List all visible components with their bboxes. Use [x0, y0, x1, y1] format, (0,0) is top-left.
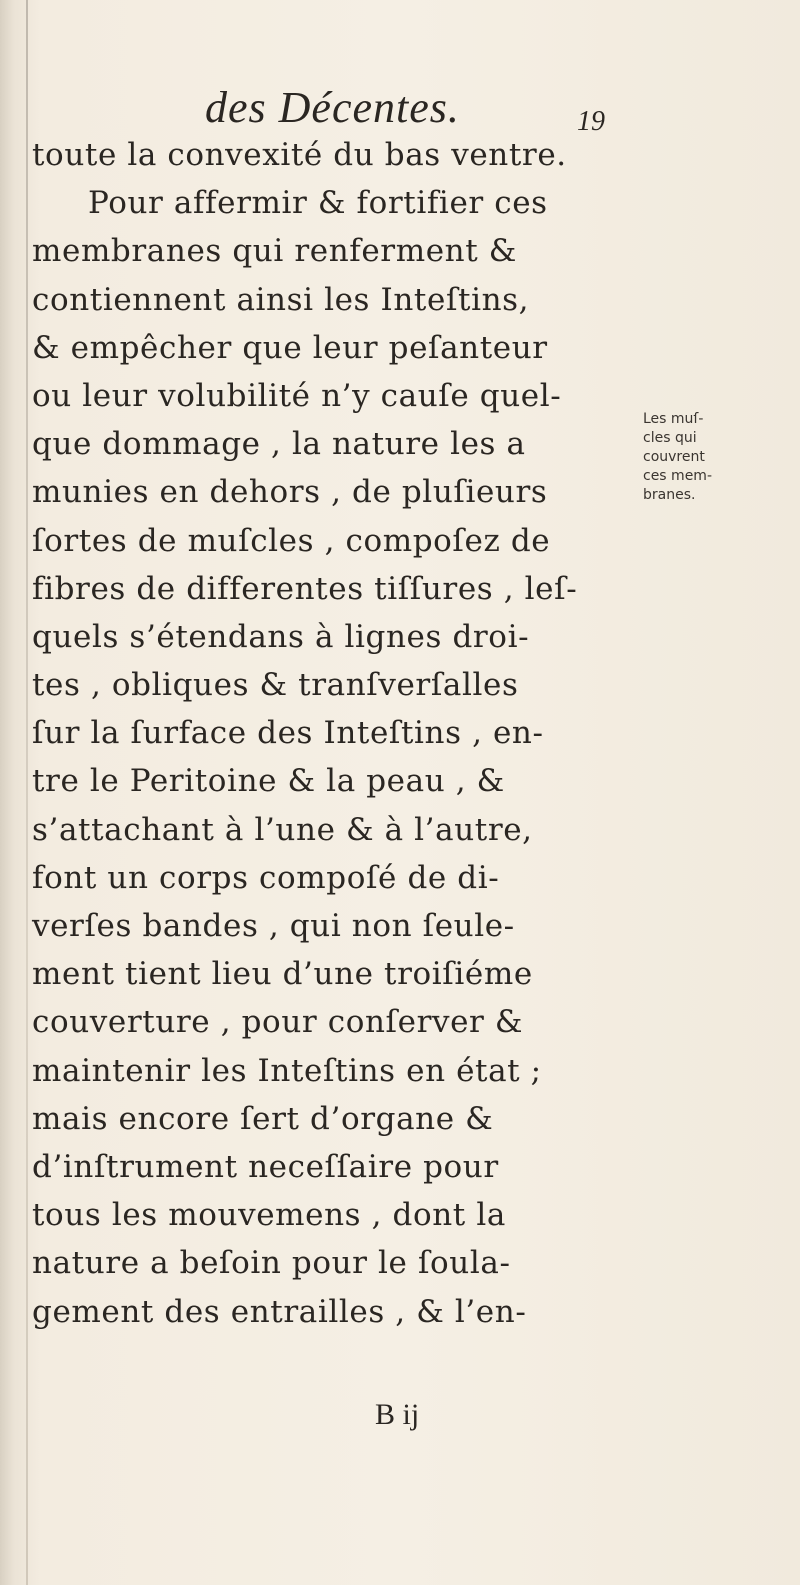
- text-line: nature a beſoin pour le ſoula-: [32, 1245, 511, 1282]
- text-line: verſes bandes , qui non ſeule-: [32, 908, 515, 944]
- text-line: maintenir les Inteſtins en état ;: [32, 1052, 542, 1089]
- text-line: munies en dehors , de pluſieurs: [32, 474, 548, 511]
- text-line: s’attachant à l’une & à l’autre,: [32, 811, 533, 848]
- text-line: ſortes de muſcles , compoſez de: [32, 522, 551, 559]
- text-line: couverture , pour conſerver &: [32, 1004, 524, 1041]
- text-line: ou leur volubilité n’y cauſe quel-: [32, 377, 562, 414]
- text-line: tre le Peritoine & la peau , &: [32, 763, 505, 800]
- text-line: mais encore ſert d’organe &: [32, 1100, 494, 1137]
- text-line: membranes qui renferment &: [32, 233, 517, 270]
- text-line: tes , obliques & tranſverſalles: [32, 667, 519, 704]
- signature-mark: B ij: [375, 1398, 420, 1431]
- text-line: & empêcher que leur peſanteur: [32, 329, 548, 366]
- gutter-shadow: [26, 0, 28, 1585]
- running-head: des Décentes.: [205, 83, 460, 132]
- text-line: toute la convexité du bas ventre.: [32, 137, 567, 173]
- text-line: tous les mouvemens , dont la: [32, 1197, 506, 1234]
- body-text: [32, 131, 632, 1336]
- text-line: fibres de differentes tiſſures , leſ-: [32, 570, 578, 607]
- margin-note-line: branes.: [643, 487, 696, 503]
- text-line: Pour affermir & fortifier ces: [88, 185, 548, 222]
- text-line: gement des entrailles , & l’en-: [32, 1293, 527, 1330]
- margin-note-line: ces mem-: [643, 468, 712, 484]
- text-line: quels s’étendans à lignes droi-: [32, 618, 530, 655]
- margin-note-line: cles qui: [643, 430, 697, 446]
- text-line: contiennent ainsi les Inteſtins,: [32, 281, 530, 318]
- text-line: font un corps compoſé de di-: [32, 859, 500, 896]
- text-line: que dommage , la nature les a: [32, 426, 526, 463]
- text-line: d’inſtrument neceſſaire pour: [32, 1148, 499, 1185]
- text-line: ment tient lieu d’une troiſiéme: [32, 956, 533, 993]
- text-line: ſur la ſurface des Inteſtins , en-: [32, 715, 544, 752]
- margin-note-line: Les muſ-: [643, 411, 704, 427]
- page-number: 19: [577, 106, 605, 137]
- margin-note: [643, 410, 793, 505]
- margin-note-line: couvrent: [643, 449, 705, 465]
